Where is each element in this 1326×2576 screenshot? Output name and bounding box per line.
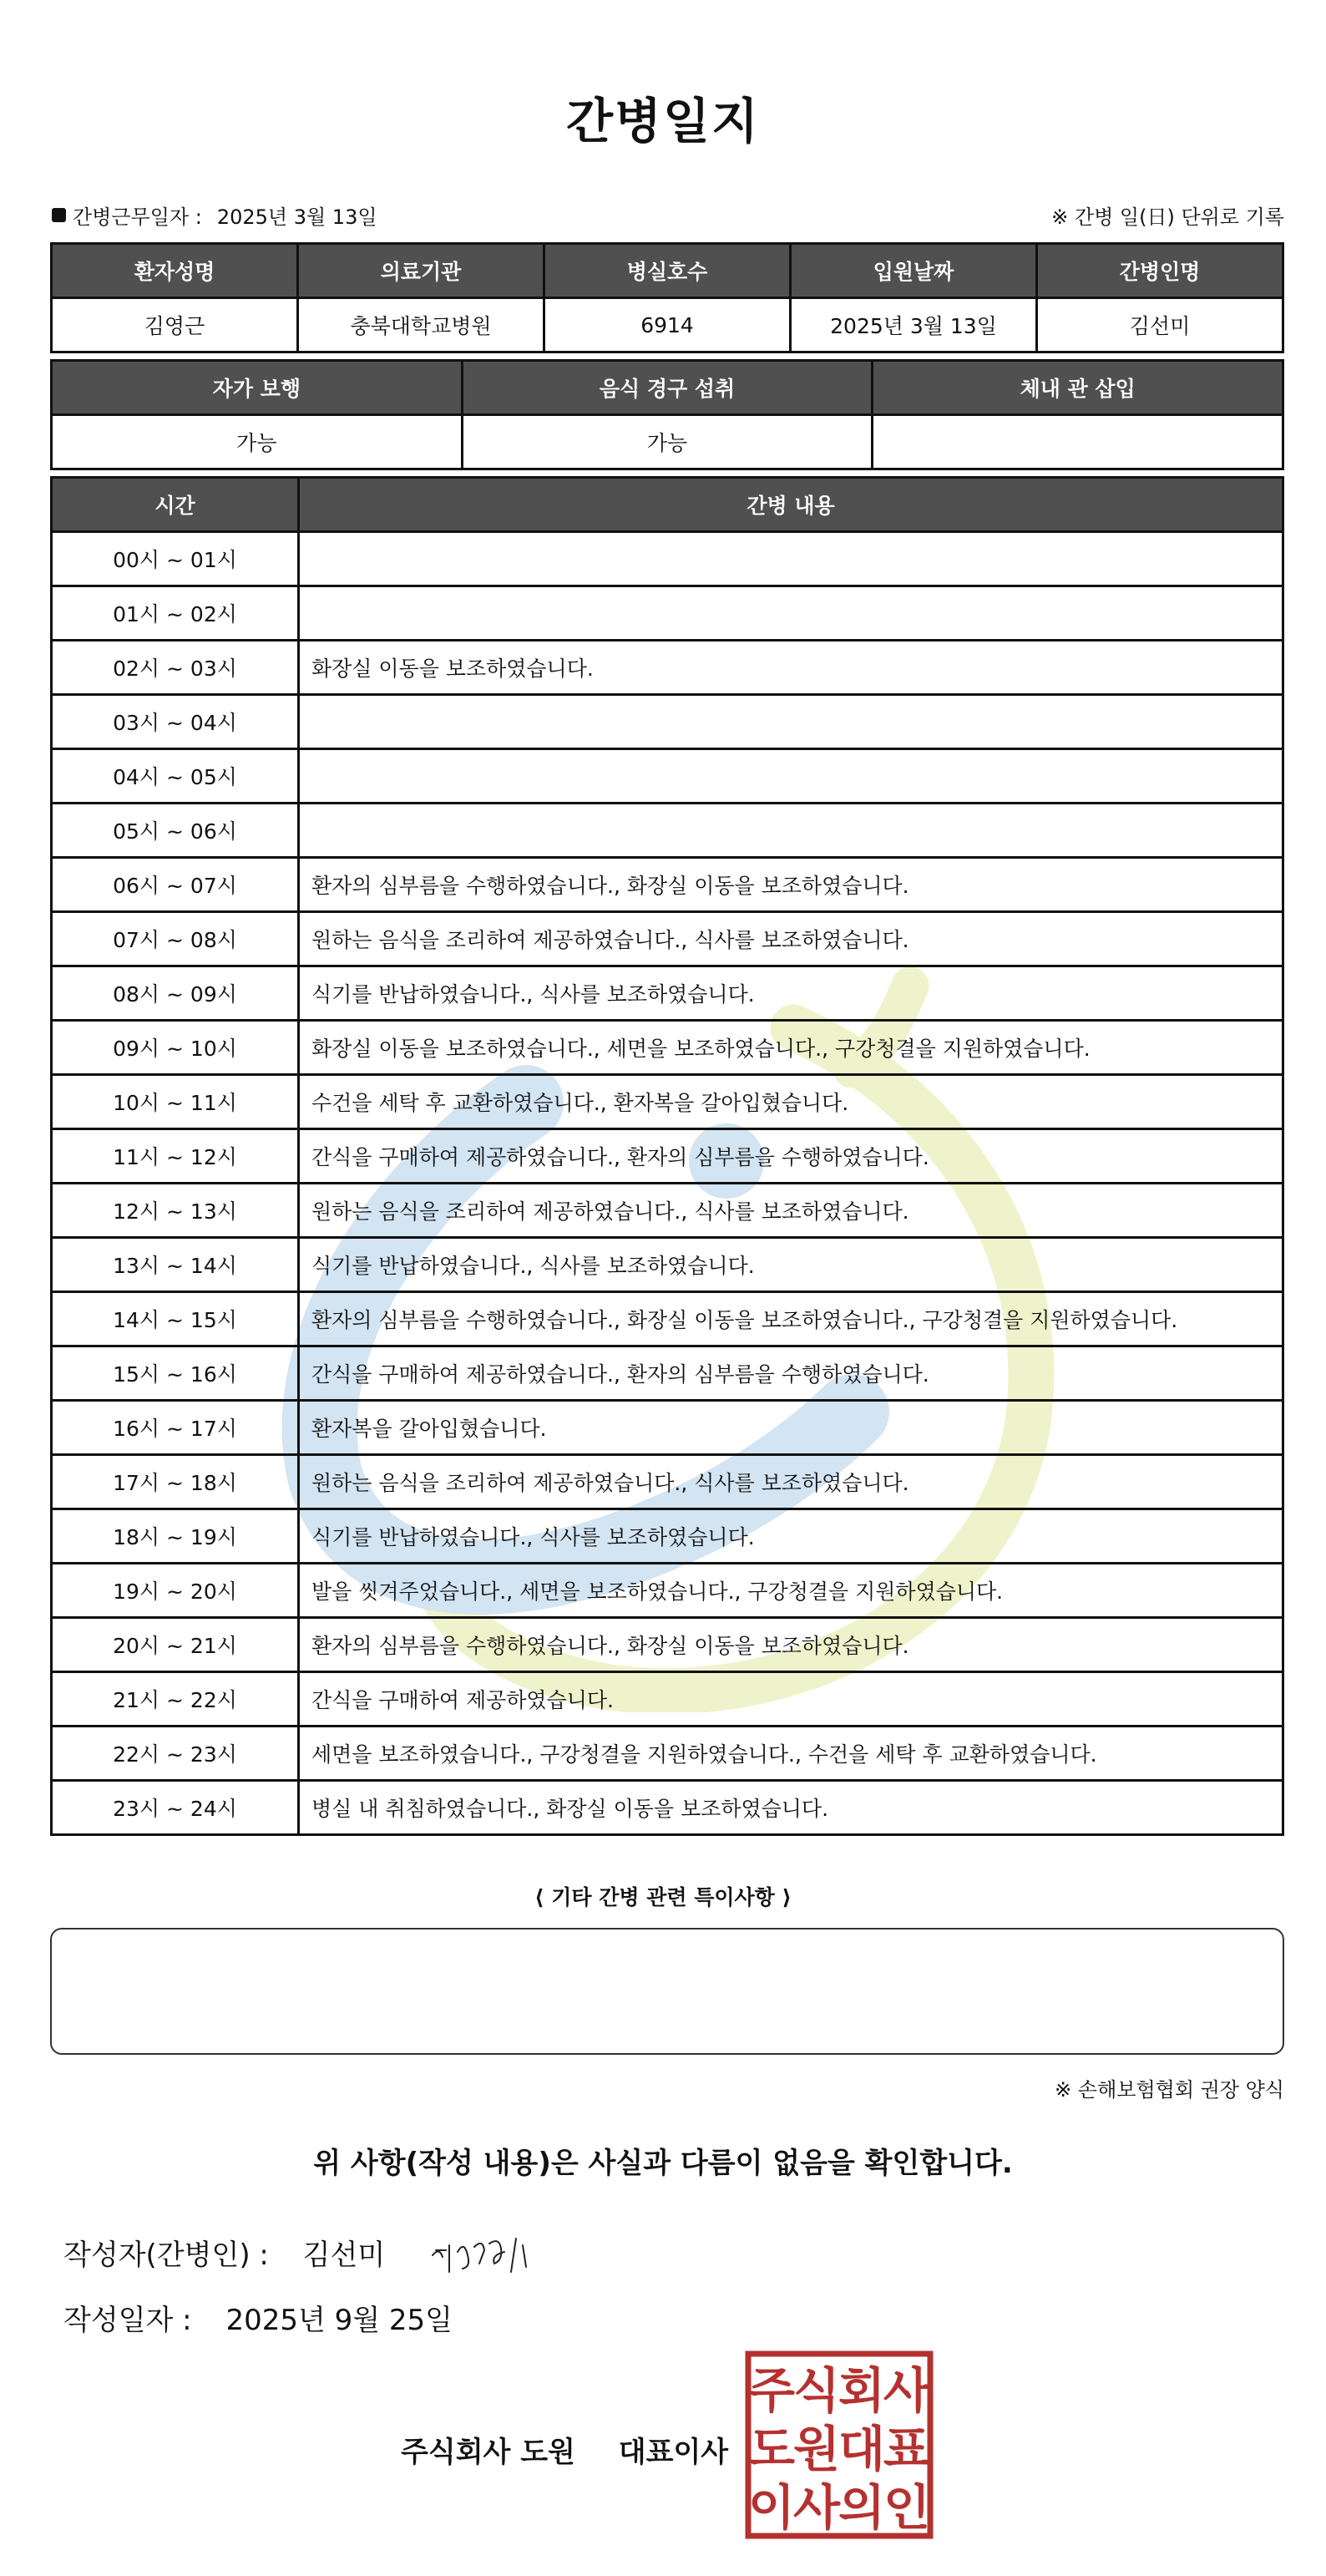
patient-name: 김영근 [52, 298, 298, 352]
table-row [52, 1021, 1283, 1075]
table-row [52, 1509, 1283, 1564]
header-admission-date: 입원날짜 [791, 244, 1037, 298]
header-self-walking: 자가 보행 [52, 361, 463, 415]
row-care-content: 환자복을 갈아입혔습니다. [299, 1401, 1283, 1455]
row-care-content: 화장실 이동을 보조하였습니다. [299, 641, 1283, 695]
row-time: 15시 ~ 16시 [52, 1346, 299, 1401]
table-row [52, 1455, 1283, 1509]
care-log-table [50, 476, 1284, 1836]
seal-char: 인 [883, 2479, 931, 2536]
self-walking: 가능 [52, 415, 463, 469]
row-care-content: 병실 내 취침하였습니다., 화장실 이동을 보조하였습니다. [299, 1781, 1283, 1835]
seal-char: 대 [838, 2421, 886, 2477]
row-time: 22시 ~ 23시 [52, 1727, 299, 1781]
company-name: 주식회사 도원 [401, 2436, 575, 2469]
seal-char: 사 [883, 2362, 931, 2419]
table-row [52, 1672, 1283, 1727]
header-care-content: 간병 내용 [299, 478, 1283, 532]
tube-insertion [873, 415, 1283, 469]
row-care-content: 식기를 반납하였습니다., 식사를 보조하였습니다. [299, 1509, 1283, 1564]
table-row [52, 586, 1283, 641]
table-row [52, 1292, 1283, 1346]
table-row [52, 1238, 1283, 1292]
row-care-content: 식기를 반납하였습니다., 식사를 보조하였습니다. [299, 1238, 1283, 1292]
table-header-row [52, 478, 1283, 532]
row-time: 12시 ~ 13시 [52, 1184, 299, 1238]
table-row [52, 1129, 1283, 1184]
room-number: 6914 [544, 298, 791, 352]
confirmation-statement: 위 사항(작성 내용)은 사실과 다름이 없음을 확인합니다. [313, 2147, 1013, 2180]
table-row [52, 1184, 1283, 1238]
row-care-content: 발을 씻겨주었습니다., 세면을 보조하였습니다., 구강청결을 지원하였습니다. [299, 1564, 1283, 1618]
company-seal-stamp [745, 2350, 934, 2539]
table-row [52, 695, 1283, 749]
form-source-note: ※ 손해보험협회 권장 양식 [1055, 2078, 1284, 2102]
row-care-content: 화장실 이동을 보조하였습니다., 세면을 보조하였습니다., 구강청결을 지원하였습니다. [299, 1021, 1283, 1075]
care-log-body [52, 532, 1283, 1835]
header-time: 시간 [52, 478, 299, 532]
row-time: 01시 ~ 02시 [52, 586, 299, 641]
row-care-content [299, 586, 1283, 641]
row-care-content [299, 749, 1283, 804]
row-time: 00시 ~ 01시 [52, 532, 299, 586]
unit-note: ※ 간병 일(日) 단위로 기록 [1051, 205, 1284, 229]
company-line [401, 2429, 728, 2470]
header-room-number: 병실호수 [544, 244, 791, 298]
table-header-row [52, 244, 1283, 298]
seal-char: 표 [883, 2421, 931, 2477]
row-care-content: 간식을 구매하여 제공하였습니다., 환자의 심부름을 수행하였습니다. [299, 1129, 1283, 1184]
seal-char: 주 [747, 2362, 796, 2419]
row-care-content [299, 695, 1283, 749]
header-oral-intake: 음식 경구 섭취 [462, 361, 873, 415]
row-care-content: 원하는 음식을 조리하여 제공하였습니다., 식사를 보조하였습니다. [299, 1184, 1283, 1238]
writer-label: 작성자(간병인) : [63, 2239, 269, 2272]
table-row [52, 749, 1283, 804]
handwritten-signature [424, 2222, 566, 2280]
row-care-content: 원하는 음식을 조리하여 제공하였습니다., 식사를 보조하였습니다. [299, 912, 1283, 966]
header-patient-name: 환자성명 [52, 244, 298, 298]
oral-intake: 가능 [462, 415, 873, 469]
square-bullet-icon [52, 208, 66, 222]
table-row [52, 1564, 1283, 1618]
table-row [52, 858, 1283, 912]
row-time: 11시 ~ 12시 [52, 1129, 299, 1184]
table-row [52, 1781, 1283, 1835]
seal-char: 회 [838, 2362, 886, 2419]
header-tube-insertion: 체내 관 삽입 [873, 361, 1283, 415]
work-date-label: 간병근무일자 : [73, 205, 202, 229]
ability-table [50, 359, 1284, 470]
row-care-content: 간식을 구매하여 제공하였습니다. [299, 1672, 1283, 1727]
row-time: 14시 ~ 15시 [52, 1292, 299, 1346]
row-time: 09시 ~ 10시 [52, 1021, 299, 1075]
row-time: 06시 ~ 07시 [52, 858, 299, 912]
row-time: 16시 ~ 17시 [52, 1401, 299, 1455]
writer-name: 김선미 [302, 2239, 386, 2272]
row-time: 08시 ~ 09시 [52, 966, 299, 1021]
seal-char: 식 [792, 2362, 841, 2419]
page-title: 간병일지 [565, 93, 761, 150]
header-caregiver-name: 간병인명 [1037, 244, 1283, 298]
hospital: 충북대학교병원 [298, 298, 544, 352]
row-care-content [299, 804, 1283, 858]
table-row [52, 1727, 1283, 1781]
row-time: 18시 ~ 19시 [52, 1509, 299, 1564]
table-row [52, 532, 1283, 586]
table-row [52, 641, 1283, 695]
row-time: 19시 ~ 20시 [52, 1564, 299, 1618]
row-care-content: 환자의 심부름을 수행하였습니다., 화장실 이동을 보조하였습니다. [299, 1618, 1283, 1672]
written-date-label: 작성일자 : [63, 2304, 192, 2337]
row-time: 21시 ~ 22시 [52, 1672, 299, 1727]
table-header-row [52, 361, 1283, 415]
seal-char: 도 [747, 2421, 796, 2477]
seal-char: 이 [747, 2479, 796, 2536]
notes-box [50, 1928, 1284, 2055]
caregiver-name: 김선미 [1037, 298, 1283, 352]
table-row [52, 912, 1283, 966]
seal-char: 사 [792, 2479, 841, 2536]
writer-line [63, 2232, 385, 2273]
table-row [52, 966, 1283, 1021]
row-time: 03시 ~ 04시 [52, 695, 299, 749]
row-care-content: 간식을 구매하여 제공하였습니다., 환자의 심부름을 수행하였습니다. [299, 1346, 1283, 1401]
table-row [52, 1401, 1283, 1455]
row-time: 02시 ~ 03시 [52, 641, 299, 695]
row-care-content: 환자의 심부름을 수행하였습니다., 화장실 이동을 보조하였습니다., 구강청결을 지원하였습니다. [299, 1292, 1283, 1346]
row-care-content: 원하는 음식을 조리하여 제공하였습니다., 식사를 보조하였습니다. [299, 1455, 1283, 1509]
row-time: 13시 ~ 14시 [52, 1238, 299, 1292]
written-date-line [63, 2297, 453, 2338]
company-title: 대표이사 [618, 2436, 729, 2469]
row-care-content: 환자의 심부름을 수행하였습니다., 화장실 이동을 보조하였습니다. [299, 858, 1283, 912]
row-time: 17시 ~ 18시 [52, 1455, 299, 1509]
row-time: 05시 ~ 06시 [52, 804, 299, 858]
row-time: 10시 ~ 11시 [52, 1075, 299, 1129]
notes-title: ⟨ 기타 간병 관련 특이사항 ⟩ [534, 1885, 792, 1909]
seal-char: 원 [792, 2421, 841, 2477]
header-hospital: 의료기관 [298, 244, 544, 298]
work-date [52, 200, 377, 230]
row-care-content: 세면을 보조하였습니다., 구강청결을 지원하였습니다., 수건을 세탁 후 교환하였습니다. [299, 1727, 1283, 1781]
work-date-value: 2025년 3월 13일 [216, 205, 377, 229]
table-row [52, 1346, 1283, 1401]
table-row [52, 804, 1283, 858]
table-row [52, 415, 1283, 469]
table-row [52, 1075, 1283, 1129]
admission-date: 2025년 3월 13일 [791, 298, 1037, 352]
table-row [52, 1618, 1283, 1672]
row-care-content: 수건을 세탁 후 교환하였습니다., 환자복을 갈아입혔습니다. [299, 1075, 1283, 1129]
table-row [52, 298, 1283, 352]
row-time: 23시 ~ 24시 [52, 1781, 299, 1835]
seal-char: 의 [838, 2479, 886, 2536]
row-time: 04시 ~ 05시 [52, 749, 299, 804]
written-date-value: 2025년 9월 25일 [225, 2304, 453, 2337]
row-time: 07시 ~ 08시 [52, 912, 299, 966]
row-care-content [299, 532, 1283, 586]
row-time: 20시 ~ 21시 [52, 1618, 299, 1672]
patient-info-table [50, 242, 1284, 353]
row-care-content: 식기를 반납하였습니다., 식사를 보조하였습니다. [299, 966, 1283, 1021]
